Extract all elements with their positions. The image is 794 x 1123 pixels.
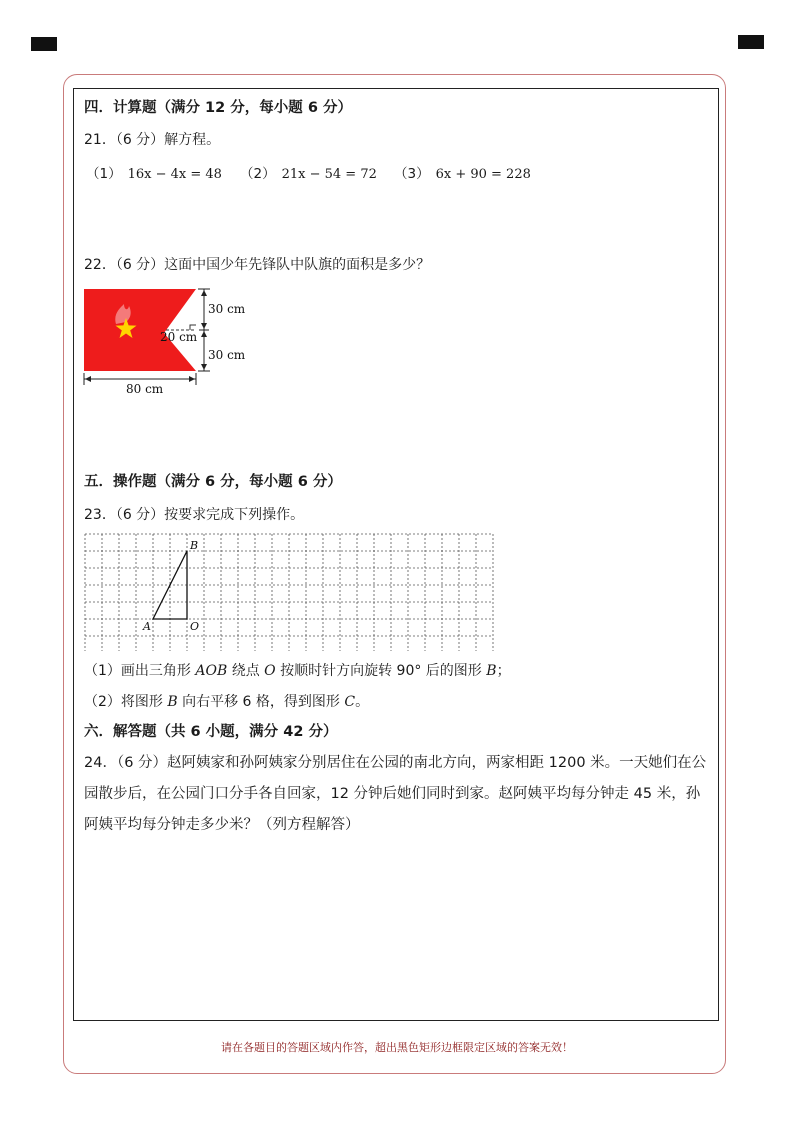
equation-3: [394, 162, 531, 182]
figure-b-ref: B: [167, 694, 178, 710]
question-23-task-2: （2）将图形 B 向右平移 6 格，得到图形 C。: [84, 694, 370, 710]
figure-c-label: C: [344, 694, 356, 710]
equation-3-label: （3）: [394, 166, 430, 182]
dotted-grid: [84, 533, 500, 651]
equation-1: [86, 162, 222, 182]
dim-label-bottom: 30 cm: [208, 348, 246, 362]
equation-3-expr: 6x + 90 = 228: [435, 167, 531, 182]
equation-1-expr: 16x − 4x = 48: [127, 167, 222, 182]
question-23-stem: 23．（6 分）按要求完成下列操作。: [84, 507, 305, 523]
section-4-heading: 四．计算题（满分 12 分，每小题 6 分）: [84, 100, 352, 116]
question-22-stem: 22．（6 分）这面中国少年先锋队中队旗的面积是多少？: [84, 257, 431, 273]
dim-label-top: 30 cm: [208, 302, 246, 316]
equation-2-label: （2）: [240, 166, 276, 182]
equation-2-expr: 21x − 54 = 72: [281, 167, 377, 182]
triangle-name: AOB: [195, 663, 228, 679]
question-24-text: 24．（6 分）赵阿姨家和孙阿姨家分别居住在公园的南北方向，两家相距 1200 米。一天她们在公园散步后，在公园门口分手各自回家，12 分钟后她们同时到家。赵阿姨平均每分钟走 45 米，孙阿姨平均每分钟走多少米？（列方程解答）: [84, 755, 707, 833]
pioneer-flag-figure: [80, 284, 260, 396]
vertex-label-b: B: [190, 539, 199, 552]
equation-2: [240, 162, 377, 182]
section-6-heading: 六．解答题（共 6 小题，满分 42 分）: [84, 724, 338, 740]
section-5-heading: 五．操作题（满分 6 分，每小题 6 分）: [84, 474, 342, 490]
footer-notice: 请在各题目的答题区域内作答，超出黑色矩形边框限定区域的答案无效！: [221, 1041, 573, 1054]
vertex-label-a: A: [143, 620, 151, 633]
figure-b-label: B: [486, 663, 497, 679]
vertex-label-o: O: [190, 620, 200, 633]
equation-1-label: （1）: [86, 166, 122, 182]
dim-label-width: 80 cm: [126, 382, 164, 396]
question-23-task-1: （1）画出三角形 AOB 绕点 O 按顺时针方向旋转 90° 后的图形 B；: [84, 663, 511, 679]
alignment-mark-left: [31, 37, 57, 51]
alignment-mark-right: [738, 35, 764, 49]
point-o: O: [264, 663, 276, 679]
question-21-stem: 21．（6 分）解方程。: [84, 132, 221, 148]
dim-label-notch: 20 cm: [160, 330, 198, 344]
